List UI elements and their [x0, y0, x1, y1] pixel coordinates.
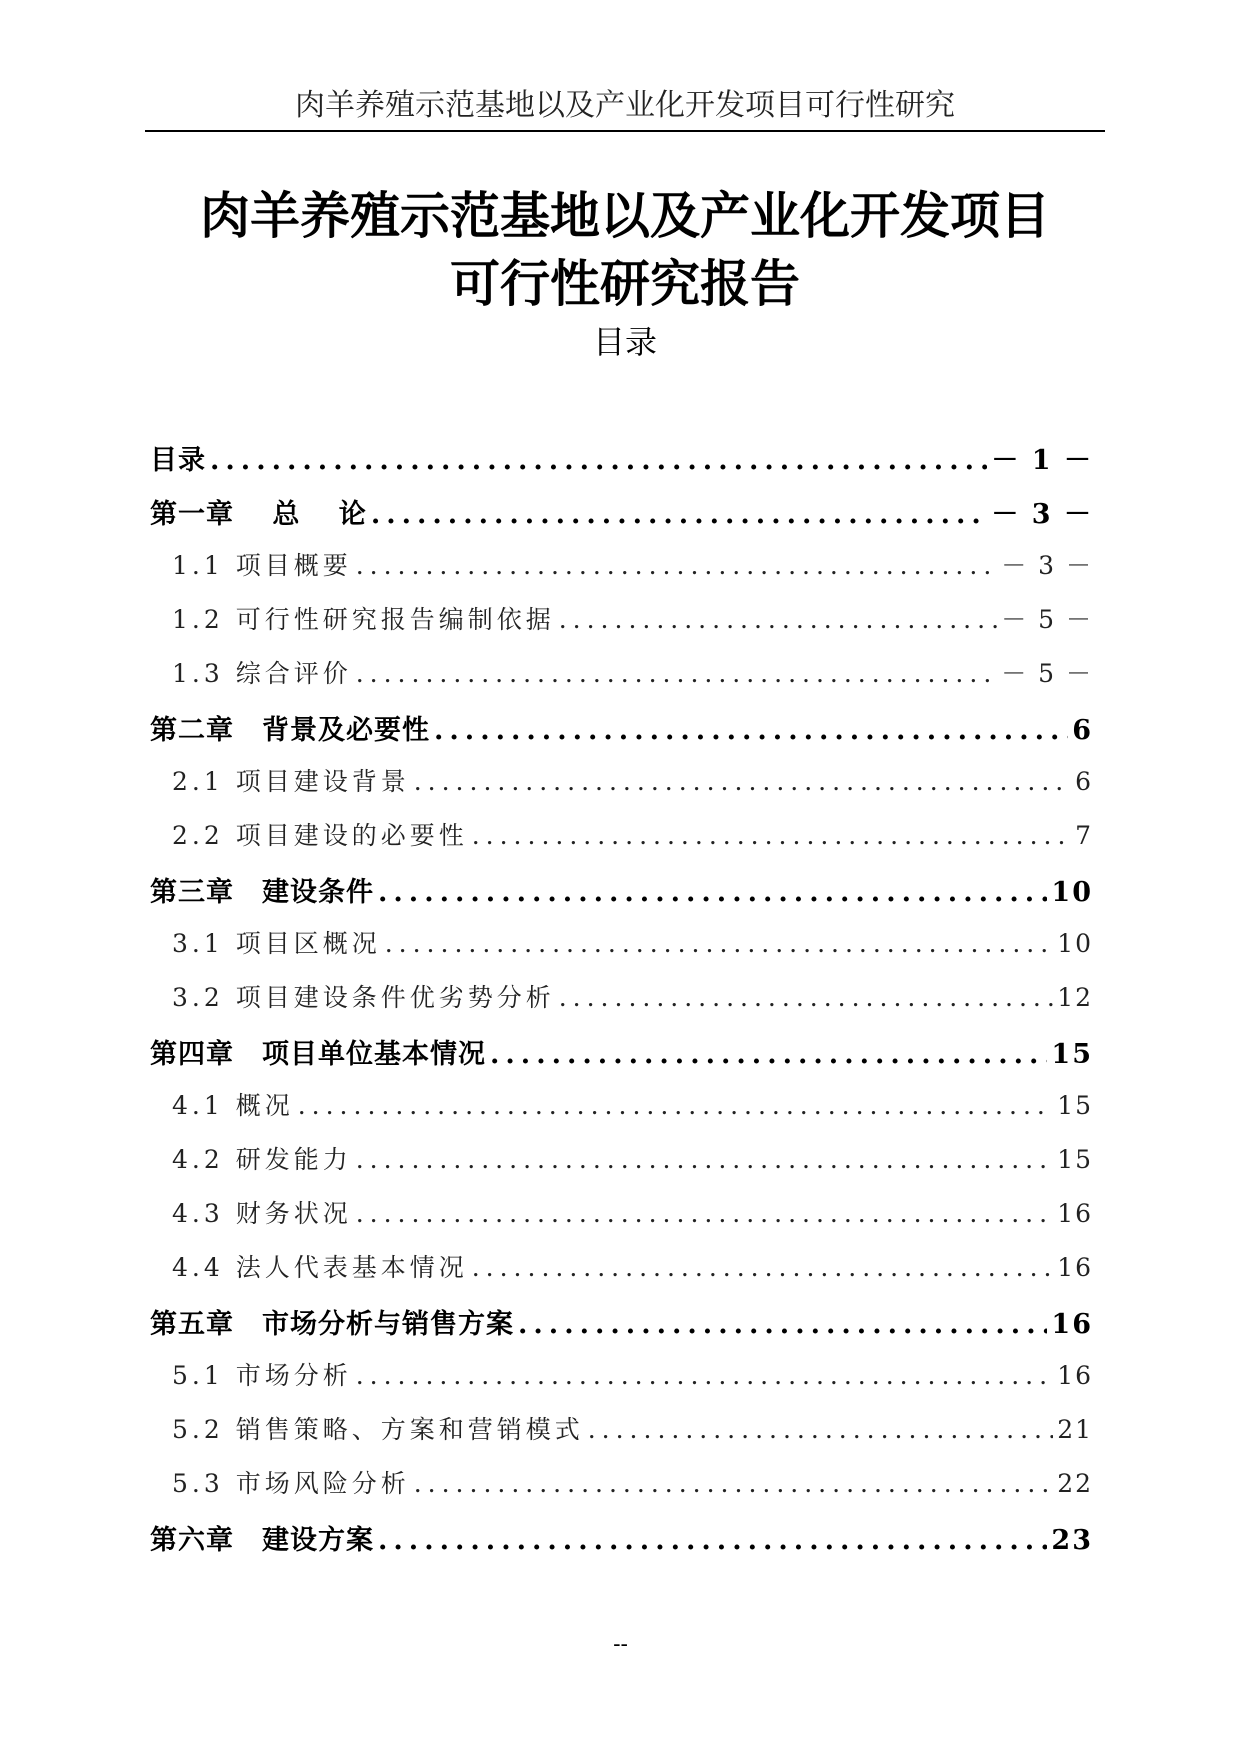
toc-entry-3-2[interactable] [150, 978, 1093, 1032]
toc-entry-chapter-3[interactable] [150, 870, 1093, 924]
table-of-contents [150, 438, 1093, 1572]
toc-leader [559, 605, 997, 634]
toc-label: 第四章 项目单位基本情况 [150, 1039, 486, 1070]
toc-entry-1-3[interactable] [150, 654, 1093, 708]
toc-label: 5.2 销售策略、方案和营销模式 [172, 1415, 584, 1444]
toc-label: 2.1 项目建设背景 [172, 767, 410, 796]
toc-entry-contents[interactable] [150, 438, 1093, 492]
toc-label: 4.2 研发能力 [172, 1145, 352, 1174]
toc-page-number: － 3 － [991, 499, 1093, 530]
toc-label: 第一章 总 论 [150, 499, 367, 530]
toc-leader [378, 1525, 1047, 1556]
toc-leader [472, 821, 1071, 850]
toc-entry-3-1[interactable] [150, 924, 1093, 978]
toc-leader [414, 1469, 1053, 1498]
toc-entry-chapter-1[interactable] [150, 492, 1093, 546]
toc-leader [356, 551, 997, 580]
toc-leader [588, 1415, 1053, 1444]
toc-entry-4-4[interactable] [150, 1248, 1093, 1302]
toc-label: 目录 [150, 445, 206, 476]
toc-entry-1-2[interactable] [150, 600, 1093, 654]
toc-page-number: 7 [1075, 821, 1093, 850]
toc-page-number: － 5 － [1001, 659, 1093, 688]
toc-page-number: 6 [1075, 767, 1093, 796]
toc-leader [385, 929, 1053, 958]
toc-leader [298, 1091, 1053, 1120]
toc-page-number: 22 [1057, 1469, 1093, 1498]
toc-page-number: 16 [1057, 1361, 1093, 1390]
toc-entry-2-1[interactable] [150, 762, 1093, 816]
toc-page-number: 16 [1057, 1199, 1093, 1228]
toc-label: 5.1 市场分析 [172, 1361, 352, 1390]
toc-entry-5-1[interactable] [150, 1356, 1093, 1410]
toc-entry-chapter-2[interactable] [150, 708, 1093, 762]
document-title [145, 182, 1105, 318]
toc-label: 1.1 项目概要 [172, 551, 352, 580]
toc-entry-chapter-5[interactable] [150, 1302, 1093, 1356]
toc-leader [559, 983, 1053, 1012]
toc-label: 2.2 项目建设的必要性 [172, 821, 468, 850]
page-footer: -- [613, 1632, 628, 1657]
toc-page-number: － 3 － [1001, 551, 1093, 580]
toc-leader [472, 1253, 1053, 1282]
toc-page-number: 12 [1057, 983, 1093, 1012]
toc-entry-2-2[interactable] [150, 816, 1093, 870]
toc-leader [356, 1199, 1053, 1228]
running-header: 肉羊养殖示范基地以及产业化开发项目可行性研究 [295, 88, 955, 123]
toc-leader [356, 659, 997, 688]
document-title-line-1: 肉羊养殖示范基地以及产业化开发项目 [200, 187, 1050, 245]
toc-entry-4-2[interactable] [150, 1140, 1093, 1194]
toc-leader [356, 1361, 1053, 1390]
toc-label: 4.4 法人代表基本情况 [172, 1253, 468, 1282]
toc-leader [518, 1309, 1047, 1340]
toc-page-number: － 1 － [991, 445, 1093, 476]
toc-entry-4-1[interactable] [150, 1086, 1093, 1140]
toc-page-number: 15 [1057, 1091, 1093, 1120]
toc-label: 第六章 建设方案 [150, 1525, 374, 1556]
toc-page-number: 21 [1057, 1415, 1093, 1444]
toc-label: 3.1 项目区概况 [172, 929, 381, 958]
toc-label: 1.2 可行性研究报告编制依据 [172, 605, 555, 634]
toc-entry-chapter-4[interactable] [150, 1032, 1093, 1086]
toc-label: 3.2 项目建设条件优劣势分析 [172, 983, 555, 1012]
toc-leader [356, 1145, 1053, 1174]
toc-leader [414, 767, 1071, 796]
toc-page-number: 10 [1051, 877, 1093, 908]
toc-page-number: 15 [1057, 1145, 1093, 1174]
toc-leader [371, 499, 988, 530]
toc-page-number: 15 [1051, 1039, 1093, 1070]
toc-page-number: 6 [1072, 715, 1093, 746]
document-title-line-2: 可行性研究报告 [450, 255, 800, 313]
toc-heading: 目录 [592, 323, 657, 361]
toc-leader [434, 715, 1068, 746]
toc-label: 4.3 财务状况 [172, 1199, 352, 1228]
toc-page-number: 16 [1051, 1309, 1093, 1340]
toc-page-number: 16 [1057, 1253, 1093, 1282]
toc-label: 第二章 背景及必要性 [150, 715, 430, 746]
toc-entry-chapter-6[interactable] [150, 1518, 1093, 1572]
toc-label: 4.1 概况 [172, 1091, 294, 1120]
toc-entry-1-1[interactable] [150, 546, 1093, 600]
toc-label: 第三章 建设条件 [150, 877, 374, 908]
toc-entry-4-3[interactable] [150, 1194, 1093, 1248]
toc-page-number: － 5 － [1001, 605, 1093, 634]
toc-label: 1.3 综合评价 [172, 659, 352, 688]
toc-leader [378, 877, 1047, 908]
toc-label: 5.3 市场风险分析 [172, 1469, 410, 1498]
toc-entry-5-2[interactable] [150, 1410, 1093, 1464]
toc-leader [210, 445, 987, 476]
toc-page-number: 23 [1051, 1525, 1093, 1556]
header-rule [145, 130, 1105, 132]
toc-leader [490, 1039, 1047, 1070]
toc-entry-5-3[interactable] [150, 1464, 1093, 1518]
toc-label: 第五章 市场分析与销售方案 [150, 1309, 514, 1340]
toc-page-number: 10 [1057, 929, 1093, 958]
